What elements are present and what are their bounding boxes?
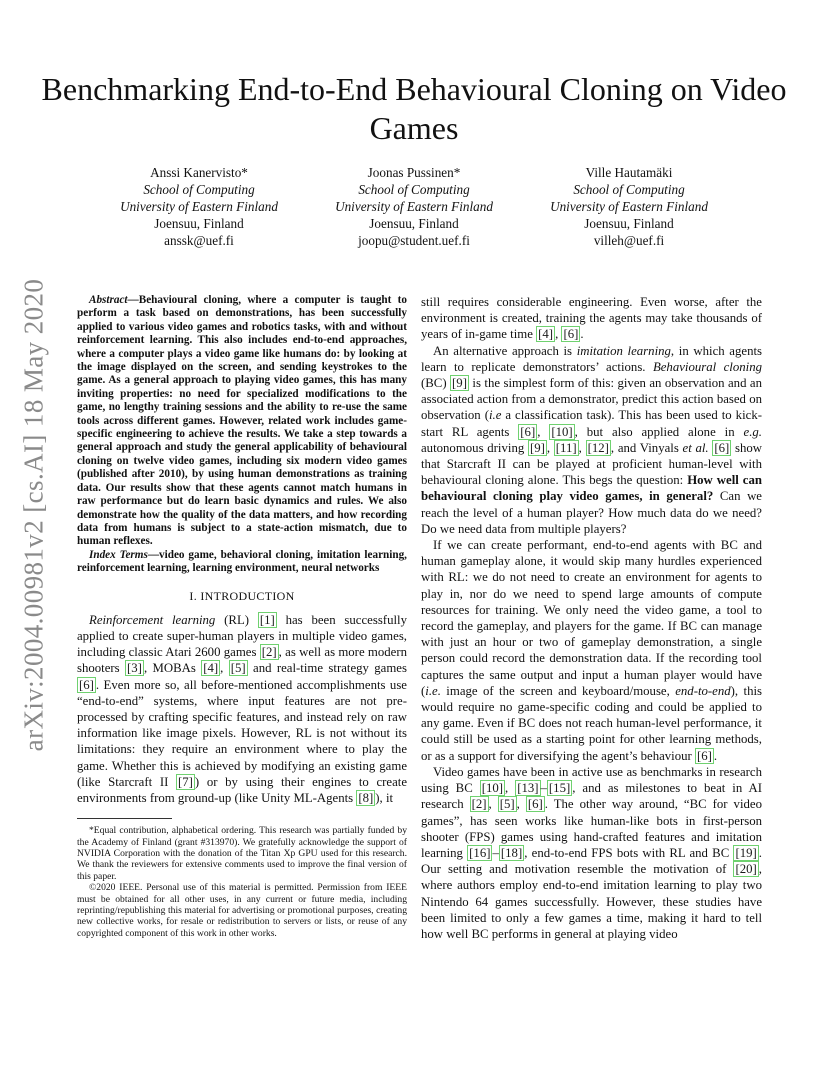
citation-link[interactable]: [10] <box>481 781 504 796</box>
citation-link[interactable]: [9] <box>529 440 545 455</box>
arxiv-sidebar <box>4 275 64 755</box>
right-paragraph-4: Video games have been in active use as benchmarks in research using BC [10] , [13] – [15] , and as milestones to beat in AI research [2] , [5] , [6] . The other way around, “BC for video games”, has seen works like human-like bots in first-person shooter (FPS) games using hand-crafted features and imitation learning [16] – [18] , end-to-end FPS bots with RL and BC [19] . Our setting and motivation resemble the motivation of [20] , where authors employ end-to-end imitation learning to play two Nintendo 64 games successfully. However, these studies have been limited to only a few games a time, making it hard to tell how well BC performs in general at playing video <box>421 764 762 941</box>
citation-link[interactable]: [9] <box>452 376 467 391</box>
citation-link[interactable]: [6] <box>79 677 94 692</box>
author-name: Joonas Pussinen* <box>367 165 461 180</box>
author-email[interactable]: villeh@uef.fi <box>593 233 665 248</box>
intro-paragraph-1: Reinforcement learning (RL) [1] has been successfully applied to create super-human players in multiple video games, including classic Atari 2600 games [2] , as well as more modern shooters [3] , MOBAs [4] , [5] and real-time strategy games [6] . Even more so, all before-mentioned accomplishments use “end-to-end” systems, where input features are not pre-processed by crafting specific features, and instead rely on raw information like image pixels. However, RL is not without its limitations: they require an environment where to play the game. Whether this is achieved by modifying an existing game (like Starcraft II [7] ) or by using their engines to create environments from ground-up (like Unity ML-Agents [8] ), it <box>77 612 408 805</box>
author-location: Joensuu, Finland <box>584 216 674 231</box>
author-email[interactable]: anssk@uef.fi <box>164 233 234 248</box>
section-heading: I. INTRODUCTION <box>189 588 295 603</box>
citation-link[interactable]: [20] <box>735 862 757 877</box>
index-terms <box>77 549 407 576</box>
author-email[interactable]: joopu@student.uef.fi <box>358 233 470 248</box>
author-school: School of Computing <box>143 182 255 197</box>
right-paragraph-1: still requires considerable engineering. Even worse, after the environment is created, training the agents may take thousands of years of in-game time [4] , [6] . <box>421 295 762 342</box>
citation-link[interactable]: [2] <box>261 645 277 660</box>
citation-link[interactable]: [5] <box>230 661 246 676</box>
term-rl: Reinforcement learning <box>89 612 216 627</box>
left-column <box>77 294 407 939</box>
author-name: Anssi Kanervisto* <box>150 165 248 180</box>
author-2 <box>304 164 524 249</box>
abstract-lead: Abstract <box>89 294 128 306</box>
citation-link[interactable]: [6] <box>714 440 730 455</box>
citation-link[interactable]: [6] <box>697 748 712 763</box>
paper-title: Benchmarking End-to-End Behavioural Cloning on Video Games <box>41 71 787 146</box>
citation-link[interactable]: [6] <box>563 327 579 342</box>
research-question: How well can behavioural cloning play video games, in general? <box>421 473 762 504</box>
author-university: University of Eastern Finland <box>550 199 708 214</box>
citation-link[interactable]: [4] <box>203 661 219 676</box>
citation-link[interactable]: [15] <box>548 781 571 796</box>
footnote-copyright: ©2020 IEEE. Personal use of this material is permitted. Permission from IEEE must be obtained for all other uses, in any current or future media, including reprinting/republishing this material for advertising or promotional purposes, creating new collective works, for resale or redistribution to servers or lists, or reuse of any copyrighted component of this work in other works. <box>77 882 407 939</box>
arxiv-identifier: arXiv:2004.00981v2 [cs.AI] 18 May 2020 <box>18 278 49 752</box>
citation-link[interactable]: [19] <box>735 845 757 860</box>
citation-link[interactable]: [16] <box>469 845 491 860</box>
citation-link[interactable]: [18] <box>500 845 523 860</box>
citation-link[interactable]: [4] <box>538 327 554 342</box>
citation-link[interactable]: [11] <box>555 440 577 455</box>
citation-link[interactable]: [3] <box>127 661 142 676</box>
citation-link[interactable]: [1] <box>259 612 275 627</box>
citation-link[interactable]: [7] <box>178 774 193 789</box>
abstract <box>77 294 407 549</box>
footnote-funding: *Equal contribution, alphabetical ordering. This research was partially funded by the Academy of Finland (grant #313970). We gratefully acknowledge the support of NVIDIA Corporation with the donation of the Titan Xp GPU used for this research. We thank the reviewers for extensive comments used to improve the final version of this paper. <box>77 825 407 882</box>
citation-link[interactable]: [8] <box>358 790 374 805</box>
citation-link[interactable]: [13] <box>517 781 539 796</box>
author-university: University of Eastern Finland <box>120 199 278 214</box>
author-school: School of Computing <box>358 182 470 197</box>
right-paragraph-2: An alternative approach is imitation learning, in which agents learn to replicate demonstrators’ actions. Behavioural cloning (BC) [9] is the simplest form of this: given an observation and an associated action from a demonstrator, predict this action based on observation (i.e a classification task). This has been used to kick-start RL agents [6] , [10] , but also applied alone in e.g. autonomous driving [9] , [11] , [12] , and Vinyals et al. [6] show that Starcraft II can be played at proficient human-level with behavioural cloning alone. This begs the question: How well can behavioural cloning play video games, in general? Can we reach the level of a human player? How much data do we need? Do we need data from multiple players? <box>421 343 763 536</box>
author-university: University of Eastern Finland <box>335 199 493 214</box>
citation-link[interactable]: [6] <box>527 797 543 812</box>
index-terms-lead: Index Terms <box>89 548 148 561</box>
citation-link[interactable]: [10] <box>551 424 573 439</box>
citation-link[interactable]: [2] <box>471 797 487 812</box>
author-location: Joensuu, Finland <box>154 216 244 231</box>
abstract-text: —Behavioural cloning, where a computer is taught to perform a task based on demonstrations, has been successfully applied to various video games and robotics tasks, with and without reinforcement learning. This also includes end-to-end approaches, where a computer plays a video game like humans do: by looking at the image displayed on the screen, and sending keystrokes to the game. As a general approach to playing video games, this has many inviting properties: no need for specialized modifications to the game, no lengthy training sessions and the ability to re-use the same tools across different games. However, related work includes game-specific engineering to achieve the results. We take a step towards a general approach and study the general applicability of behavioural cloning on twelve video games, including six modern video games (published after 2010), by using human demonstrations as training data. Our results show that these agents cannot match humans in raw performance but do learn basic dynamics and rules. We also demonstrate how the quality of the data matters, and how recording data from humans is subject to a state-action mismatch, due to human reflexes. <box>77 294 407 548</box>
author-name: Ville Hautamäki <box>585 165 673 180</box>
citation-link[interactable]: [12] <box>587 440 609 455</box>
citation-link[interactable]: [6] <box>520 424 536 439</box>
citation-link[interactable]: [5] <box>499 797 515 812</box>
right-column <box>421 294 762 942</box>
author-1 <box>89 164 309 249</box>
author-3 <box>519 164 739 249</box>
right-paragraph-3: If we can create performant, end-to-end agents with BC and human gameplay alone, it would skip many hurdles experienced with RL: we do not need to create an environment for agents to play in, nor do we need to spend large amounts of compute resources for training. We only need the video game, a tool to record the gameplay, and players for the game. If BC can manage with just an hour or two of gameplay demonstration, a single person could record the demonstration data. If the recording tool captures the same output and input a human player would have (i.e. image of the screen and keyboard/mouse, end-to-end), this would require no game-specific coding and could be applied to any game. Even if BC does not reach human-level performance, it could still be used as a starting point for other learning methods, or as a support for diversifying the agent’s behaviour [6] . <box>421 538 763 763</box>
author-school: School of Computing <box>573 182 685 197</box>
footnote-rule <box>77 818 172 819</box>
author-location: Joensuu, Finland <box>369 216 459 231</box>
index-terms-text: —video game, behavioral cloning, imitation learning, reinforcement learning, learning environment, neural networks <box>77 548 407 575</box>
